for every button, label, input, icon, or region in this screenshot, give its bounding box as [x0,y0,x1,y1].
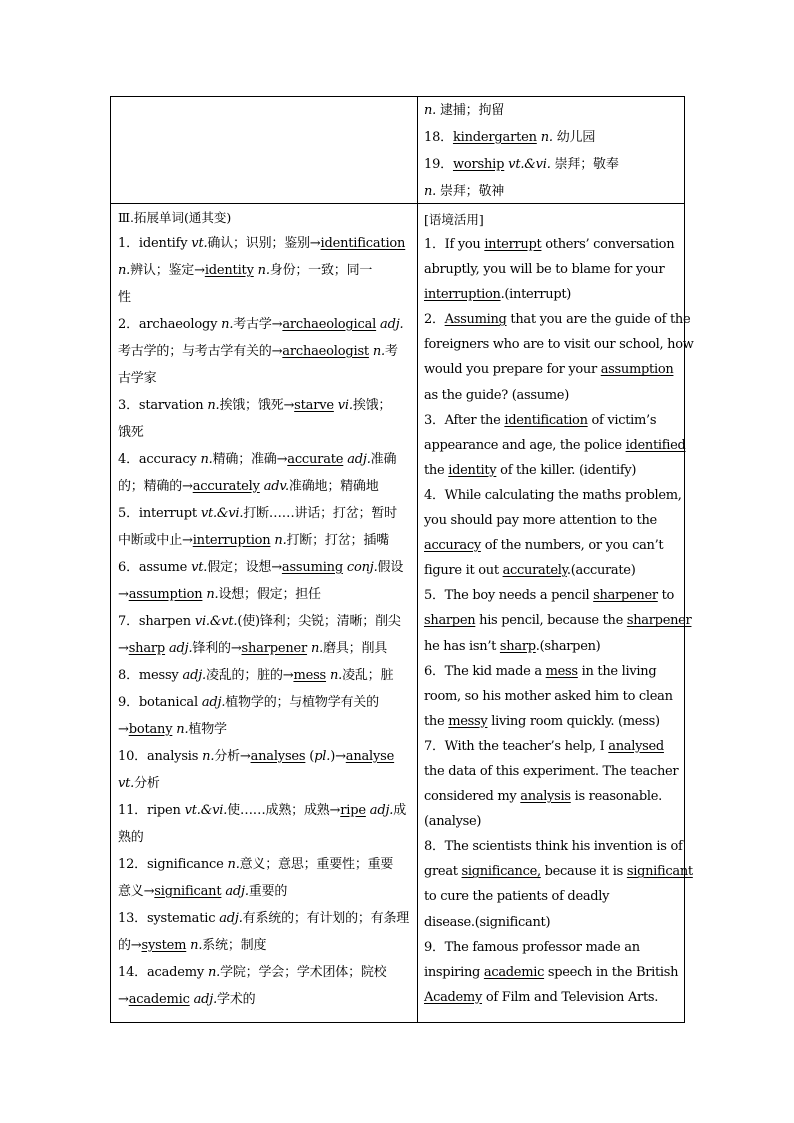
text-line [424,935,682,960]
text-segment: 准确地；精确地 [288,479,379,494]
text-segment: 考古学的；与考古学有关的→ [118,344,283,359]
text-segment: 7．sharpen [118,614,195,629]
text-segment: n. [307,641,324,656]
answer-word: Assuming [444,312,507,328]
text-segment: 辨认；鉴定→ [130,263,205,278]
text-line [118,338,413,365]
text-segment: 1．identify [118,236,192,251]
text-line [118,230,413,257]
text-segment: 挨饿； [352,398,392,413]
text-segment: 9．botanical [118,695,202,710]
text-segment: 18． [424,130,453,145]
answer-word: academic [128,992,190,1007]
text-segment: 身份；一致；同一 [269,263,373,278]
text-segment: vi.&vt. [194,614,238,629]
text-segment: 使……成熟；成熟→ [227,803,341,818]
text-line [118,797,413,824]
text-line [118,284,413,311]
text-segment: .(sharpen) [535,638,601,654]
text-segment: adj. [376,317,404,332]
answer-word: assumption [128,587,203,602]
text-line [118,419,413,446]
text-segment: 4．While calculating the maths problem, [424,487,682,503]
text-segment: adj. [189,992,218,1007]
text-segment: 7．With the teacher’s help, I [424,738,609,754]
text-segment: 崇拜；敬神 [436,184,505,199]
text-segment: )→ [330,749,346,764]
text-line [424,232,682,257]
text-segment: you should pay more attention to the [424,513,657,529]
text-segment: 5．interrupt [118,506,201,521]
text-segment: ( [305,749,315,764]
answer-word: analysis [520,789,571,805]
expanded-words-list [118,230,413,1013]
text-segment: 分析→ [214,749,251,764]
text-segment: 有系统的；有计划的；有条理 [242,911,410,926]
text-segment: adj. [219,911,243,926]
text-segment: (使)锋利；尖锐；清晰；削尖 [237,614,401,629]
text-line [118,689,413,716]
text-line [424,583,682,608]
text-segment: → [118,641,129,656]
text-segment: vt. [118,776,135,791]
text-line [424,151,682,178]
text-segment: as the guide? (assume) [424,387,569,403]
text-segment: 挨饿；饿死→ [219,398,295,413]
text-line [424,759,682,784]
text-segment: the [424,713,449,729]
text-segment: of victim’s [587,412,657,428]
text-segment: (analyse) [424,814,482,830]
text-segment: adv. [259,479,289,494]
text-segment: 假定；设想→ [207,560,282,575]
text-line [424,383,682,408]
answer-word: interrupt [484,237,542,252]
answer-word: analyse [345,749,395,764]
text-segment: 6．assume [118,560,192,575]
text-segment: 意义→ [118,884,155,899]
text-segment: 2．archaeology [118,317,222,332]
answer-word: significance, [461,864,541,880]
text-segment: vt.&vi. [504,157,551,172]
text-segment: he has isn’t [424,638,500,654]
text-segment: n. [186,938,203,953]
text-segment: 学院；学会；学术团体；院校 [220,965,387,980]
text-line [424,307,691,332]
text-segment: 13．systematic [118,911,220,926]
text-segment: 幼儿园 [552,130,596,145]
text-segment: n. [202,749,215,764]
answer-word: sharpen [424,613,476,629]
text-line [118,716,413,743]
empty-cell [111,97,417,203]
text-segment: n. [172,722,189,737]
text-line [118,554,413,581]
text-line [118,959,413,986]
text-segment: appearance and age, the police [424,437,626,453]
text-segment: 3．After the [424,412,505,428]
answer-word: accurately [502,563,567,579]
text-segment: because it is [540,864,627,880]
text-line [424,709,682,734]
vocabulary-table [110,96,694,1023]
text-line [118,878,413,905]
text-segment: his pencil, because the [475,613,627,629]
text-line [118,635,413,662]
text-segment: → [118,587,129,602]
text-segment: in the living [577,663,657,679]
text-line [118,905,413,932]
answer-word: significant [154,884,222,899]
text-segment: n. [221,317,234,332]
text-segment: 逮捕；拘留 [436,103,505,118]
text-segment: the [424,462,449,478]
text-segment: room, so his mother asked him to clean [424,688,673,704]
text-segment: n. [118,263,131,278]
text-segment: 的→ [118,938,142,953]
text-segment: abruptly, you will be to blame for your [424,262,665,278]
text-segment: 的；精确的→ [118,479,193,494]
text-segment: 5．The boy needs a pencil [424,588,594,604]
answer-word: mess [293,668,327,683]
text-segment: 19． [424,157,453,172]
text-line [118,392,413,419]
text-segment: adj. [221,884,249,899]
text-segment: speech in the British [544,964,679,980]
answer-word: starve [294,398,334,413]
text-line [424,608,692,633]
answer-word: mess [545,663,578,679]
text-line [424,282,682,307]
answer-word: archaeologist [282,344,369,359]
text-segment: 凌乱的；脏的→ [205,668,294,683]
text-segment: 性 [118,290,131,305]
text-segment: 2． [424,312,445,328]
text-segment: adj. [343,452,371,467]
answer-word: identity [204,263,254,278]
text-line [424,734,682,759]
text-line [424,809,682,834]
text-segment: 12．significance [118,857,228,872]
answer-word: worship [452,157,505,172]
text-segment: 崇拜；敬奉 [550,157,619,172]
top-right-cell [418,97,686,203]
text-line [118,608,413,635]
text-line [118,527,413,554]
text-line [424,910,682,935]
text-segment: 确认；识别；鉴别→ [207,236,321,251]
text-segment: 中断或中止→ [118,533,193,548]
text-segment: 古学家 [118,371,157,386]
text-line [424,408,682,433]
answer-word: assumption [600,362,674,378]
text-line [118,365,413,392]
context-usage-list [424,232,694,1010]
text-segment: 重要的 [248,884,288,899]
text-line [424,483,682,508]
text-line [424,257,682,282]
text-segment: 考古学→ [233,317,283,332]
text-line [424,659,682,684]
text-line [424,433,686,458]
text-segment: 成 [393,803,407,818]
text-segment: 8．messy [118,668,183,683]
text-line [118,500,413,527]
text-segment: n. [207,398,220,413]
text-segment: 6．The kid made a [424,663,546,679]
text-line [424,834,682,859]
text-line [118,446,413,473]
text-line [118,986,413,1013]
answer-word: identification [504,412,588,428]
text-line [424,97,682,124]
text-segment: 设想；假定；担任 [218,587,321,602]
text-segment: great [424,864,462,880]
answer-word: identity [448,462,497,478]
answer-word: messy [448,713,488,729]
section-heading: Ⅲ.拓展单词(通其变) [118,210,232,225]
text-segment: 熟的 [118,830,144,845]
text-segment: 14．academy [118,965,208,980]
text-segment: vt.&vi. [200,506,244,521]
answer-word: assuming [281,560,343,575]
text-line [118,770,413,797]
text-segment: to [657,588,675,604]
text-line [424,508,682,533]
text-segment: 植物学的；与植物学有关的 [225,695,379,710]
answer-word: interruption [192,533,271,548]
answer-word: Academy [424,989,483,1005]
text-line [424,124,682,151]
text-segment: pl. [314,749,331,764]
text-segment: 假设 [377,560,404,575]
text-segment: adj. [165,641,193,656]
text-line [118,257,413,284]
text-line [424,684,682,709]
text-line [424,884,682,909]
text-segment: of the killer. (identify) [496,462,637,478]
answer-word: sharp [128,641,166,656]
text-segment: 饿死 [118,425,144,440]
answer-word: archaeological [282,317,377,332]
text-segment: 10．analysis [118,749,203,764]
text-segment: living room quickly. (mess) [487,713,660,729]
text-segment: adj. [182,668,206,683]
text-segment: foreigners who are to visit our school, how [424,337,694,353]
text-segment: disease.(significant) [424,914,551,930]
section-heading: [语境活用] [424,212,484,227]
text-segment: n. [202,587,219,602]
text-segment: 锋利的→ [192,641,242,656]
text-line [424,985,682,1010]
text-segment: 分析 [134,776,160,791]
text-segment: figure it out [424,563,503,579]
text-segment: n. [536,130,553,145]
answer-word: accurate [287,452,344,467]
text-segment: to cure the patients of deadly [424,889,610,905]
text-segment: 9．The famous professor made an [424,939,640,955]
text-segment: vi. [333,398,353,413]
text-line [118,473,413,500]
text-segment: 凌乱；脏 [342,668,394,683]
top-right-lines [424,97,682,205]
answer-word: interruption [424,287,501,303]
text-line [118,824,413,851]
text-segment: n. [207,965,221,980]
text-segment: vt.&vi. [184,803,228,818]
text-segment: 考 [385,344,398,359]
text-segment: 意义；意思；重要性；重要 [239,857,394,872]
text-line [424,784,682,809]
text-segment: 准确 [370,452,397,467]
text-line [424,178,682,205]
text-line [118,851,413,878]
expanded-words-cell [111,204,417,1022]
text-line [424,960,682,985]
answer-word: ripe [340,803,366,818]
text-line [424,357,682,382]
text-segment: conj. [342,560,378,575]
text-segment: 3．starvation [118,398,208,413]
text-segment: vt. [191,560,208,575]
text-segment: of the numbers, or you can’t [480,538,664,554]
answer-word: identified [625,437,686,453]
text-segment: 4．accuracy [118,452,201,467]
text-segment: is reasonable. [570,789,662,805]
text-segment: 8．The scientists think his invention is of [424,839,683,855]
text-line [424,859,693,884]
text-line [424,458,682,483]
text-segment: that you are the guide of the [506,312,691,328]
text-line [118,743,413,770]
text-segment: n. [253,263,270,278]
answer-word: analyses [250,749,306,764]
answer-word: accuracy [424,538,481,554]
text-segment: 磨具；削具 [323,641,388,656]
answer-word: sharp [499,638,536,654]
answer-word: botany [128,722,173,737]
text-segment: n. [424,184,437,199]
text-line [118,662,413,689]
text-segment: → [118,992,129,1007]
text-segment: 学术的 [217,992,256,1007]
text-segment: adj. [365,803,394,818]
answer-word: significant [626,864,693,880]
text-line [424,558,682,583]
answer-word: kindergarten [452,130,537,145]
text-line [118,581,413,608]
text-segment: 打断……讲话；打岔；暂时 [243,506,397,521]
text-segment: n. [326,668,343,683]
text-segment: n. [270,533,287,548]
text-segment: 植物学 [188,722,227,737]
text-line [118,311,413,338]
text-segment: .(accurate) [566,563,636,579]
answer-word: sharpener [241,641,308,656]
text-segment: n. [227,857,240,872]
text-segment: others’ conversation [541,237,675,252]
text-segment: of Film and Television Arts. [482,989,659,1005]
text-segment: considered my [424,789,521,805]
answer-word: accurately [192,479,260,494]
text-segment: 1．If you [424,237,485,252]
text-line [424,533,682,558]
text-segment: would you prepare for your [424,362,601,378]
text-segment: 11．ripen [118,803,185,818]
answer-word: identification [320,236,406,251]
text-segment: .(interrupt) [500,287,572,303]
answer-word: analysed [608,738,664,754]
text-segment: 精确；准确→ [212,452,288,467]
text-segment: vt. [191,236,208,251]
answer-word: sharpener [593,588,658,604]
text-segment: → [118,722,129,737]
text-segment: n. [200,452,213,467]
context-usage-cell [418,204,694,1022]
text-segment: inspiring [424,964,484,980]
answer-word: sharpener [626,613,692,629]
text-segment: the data of this experiment. The teacher [424,763,679,779]
answer-word: academic [483,964,545,980]
text-segment: 打断；打岔；插嘴 [286,533,389,548]
text-line [424,634,682,659]
text-line [118,932,413,959]
text-line [424,332,694,357]
answer-word: system [141,938,187,953]
text-segment: 系统；制度 [202,938,267,953]
text-segment: n. [368,344,385,359]
text-segment: n. [424,103,437,118]
text-segment: adj. [201,695,226,710]
